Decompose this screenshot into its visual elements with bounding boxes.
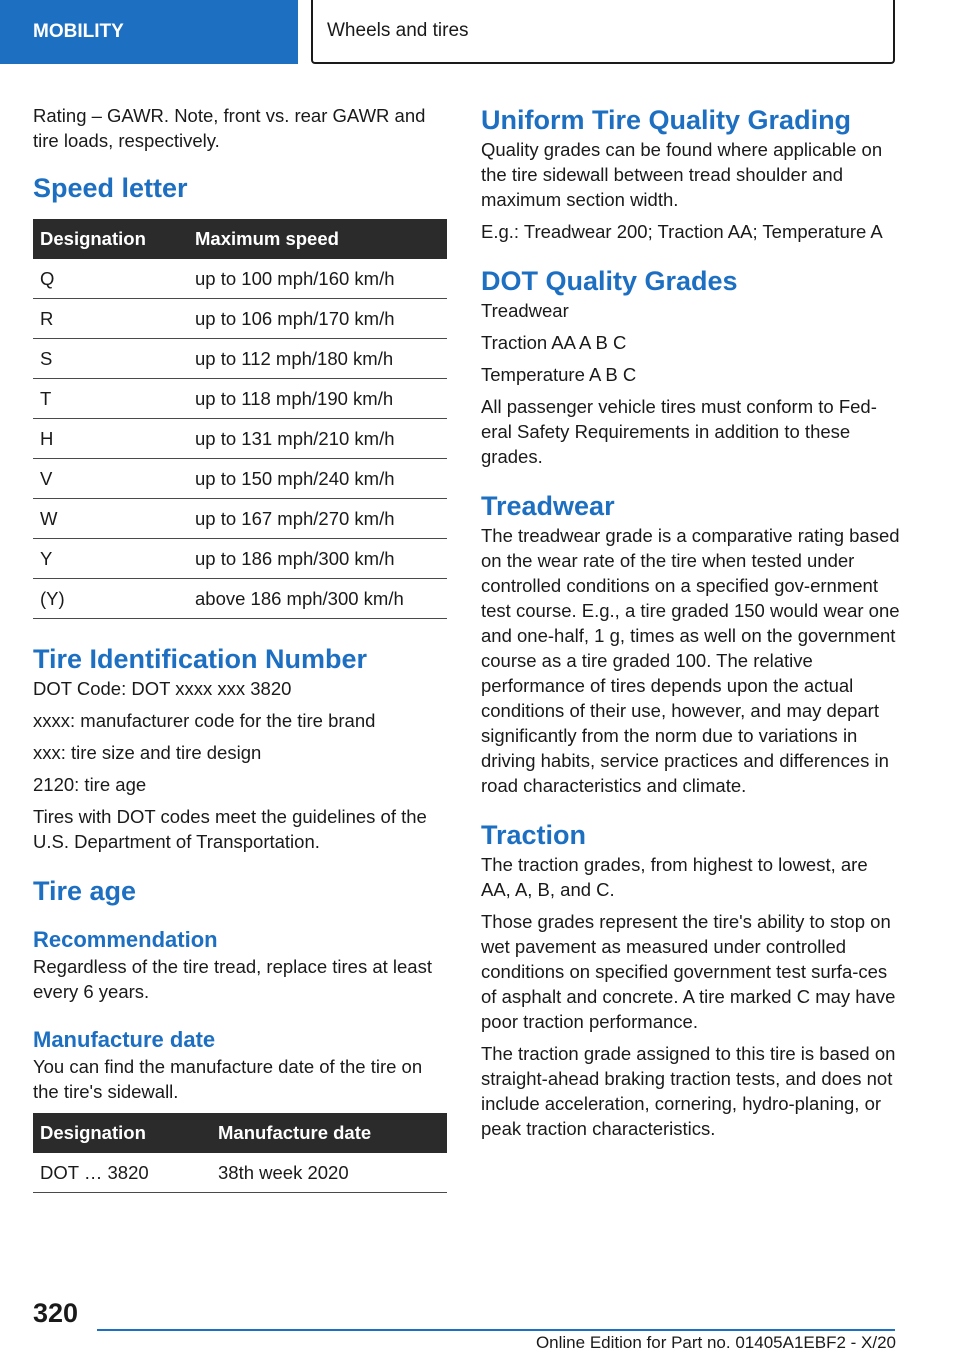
manufacture-table bbox=[33, 1113, 447, 1193]
table-cell: H bbox=[33, 419, 188, 459]
table-row bbox=[33, 299, 447, 339]
table-cell: V bbox=[33, 459, 188, 499]
chapter-title: Wheels and tires bbox=[311, 0, 895, 64]
right-column bbox=[481, 103, 901, 1148]
tin-line: Tires with DOT codes meet the guidelines of the U.S. Department of Transportation. bbox=[33, 806, 427, 852]
footer-divider bbox=[97, 1329, 895, 1331]
table-cell: up to 186 mph/300 km/h bbox=[188, 539, 447, 579]
table-header-cell: Designation bbox=[33, 219, 188, 259]
dot-line: All passenger vehicle tires must conform to Fed‐eral Safety Requirements in addition to these grades. bbox=[481, 396, 877, 467]
table-row bbox=[33, 339, 447, 379]
table-header-cell: Manufacture date bbox=[211, 1113, 447, 1153]
tin-line: xxx: tire size and tire design bbox=[33, 742, 262, 763]
table-row bbox=[33, 1153, 447, 1193]
speed-letter-heading: Speed letter bbox=[33, 173, 188, 203]
table-header-row bbox=[33, 219, 447, 259]
section-tab[interactable]: MOBILITY bbox=[0, 0, 298, 64]
table-row bbox=[33, 539, 447, 579]
table-cell: up to 131 mph/210 km/h bbox=[188, 419, 447, 459]
table-cell: DOT … 3820 bbox=[33, 1153, 211, 1193]
table-cell: up to 150 mph/240 km/h bbox=[188, 459, 447, 499]
table-cell: Q bbox=[33, 259, 188, 299]
dot-line: Treadwear bbox=[481, 300, 569, 321]
table-cell: above 186 mph/300 km/h bbox=[188, 579, 447, 619]
table-cell: (Y) bbox=[33, 579, 188, 619]
table-cell: T bbox=[33, 379, 188, 419]
recommendation-text: Regardless of the tire tread, replace tires at least every 6 years. bbox=[33, 956, 432, 1002]
table-cell: up to 112 mph/180 km/h bbox=[188, 339, 447, 379]
dot-line: Temperature A B C bbox=[481, 364, 637, 385]
utqg-text: Quality grades can be found where applicable on the tire sidewall between tread shoulder and maximum section width. bbox=[481, 139, 883, 210]
recommendation-heading: Recommendation bbox=[33, 927, 218, 952]
table-row bbox=[33, 259, 447, 299]
treadwear-heading: Treadwear bbox=[481, 491, 615, 521]
tire-age-heading: Tire age bbox=[33, 876, 137, 906]
table-row bbox=[33, 459, 447, 499]
table-cell: R bbox=[33, 299, 188, 339]
utqg-example: E.g.: Treadwear 200; Traction AA; Temperature A bbox=[481, 221, 883, 242]
tin-line: xxxx: manufacturer code for the tire brand bbox=[33, 710, 376, 731]
dot-grades-heading: DOT Quality Grades bbox=[481, 266, 738, 296]
tin-line: 2120: tire age bbox=[33, 774, 147, 795]
table-cell: up to 118 mph/190 km/h bbox=[188, 379, 447, 419]
table-header-cell: Maximum speed bbox=[188, 219, 447, 259]
table-header-cell: Designation bbox=[33, 1113, 211, 1153]
traction-text: The traction grades, from highest to lowest, are AA, A, B, and C. bbox=[481, 854, 868, 900]
table-row bbox=[33, 579, 447, 619]
table-row bbox=[33, 419, 447, 459]
traction-text: Those grades represent the tire's ability to stop on wet pavement as measured under controlled conditions on specified government test surfa‐ces of asphalt and concrete. A tire marked C may have poor traction performance. bbox=[481, 911, 896, 1032]
speed-table bbox=[33, 219, 447, 619]
left-column bbox=[33, 103, 447, 1193]
table-cell: Y bbox=[33, 539, 188, 579]
traction-heading: Traction bbox=[481, 820, 587, 850]
table-row bbox=[33, 379, 447, 419]
page-number: 320 bbox=[33, 1298, 79, 1328]
utqg-heading: Uniform Tire Quality Grading bbox=[481, 105, 852, 135]
table-cell: 38th week 2020 bbox=[211, 1153, 447, 1193]
manufacture-date-heading: Manufacture date bbox=[33, 1027, 216, 1052]
table-header-row bbox=[33, 1113, 447, 1153]
table-cell: S bbox=[33, 339, 188, 379]
dot-line: Traction AA A B C bbox=[481, 332, 627, 353]
table-cell: up to 167 mph/270 km/h bbox=[188, 499, 447, 539]
table-cell: up to 106 mph/170 km/h bbox=[188, 299, 447, 339]
treadwear-text: The treadwear grade is a comparative rating based on the wear rate of the tire when tested under controlled conditions on a specified gov‐ernment test course. E.g., a tire graded 150 would wear one and one-half, 1 g, times as well on the government course as a tire graded 100. The relative performance of tires depends upon the actual conditions of their use, however, and may depart significantly from the norm due to variations in driving habits, service practices and differences in road characteristics and climate. bbox=[481, 525, 900, 796]
table-cell: W bbox=[33, 499, 188, 539]
intro-text: Rating – GAWR. Note, front vs. rear GAWR and tire loads, respectively. bbox=[33, 105, 426, 151]
table-row bbox=[33, 499, 447, 539]
manufacture-date-text: You can find the manufacture date of the tire on the tire's sidewall. bbox=[33, 1056, 423, 1102]
tin-line: DOT Code: DOT xxxx xxx 3820 bbox=[33, 678, 292, 699]
traction-text: The traction grade assigned to this tire is based on straight-ahead braking traction tests, and does not include acceleration, cornering, hydro‐planing, or peak traction characteristics. bbox=[481, 1043, 896, 1139]
tin-heading: Tire Identification Number bbox=[33, 644, 368, 674]
edition-note: Online Edition for Part no. 01405A1EBF2 - X/20 bbox=[535, 1333, 896, 1352]
table-cell: up to 100 mph/160 km/h bbox=[188, 259, 447, 299]
